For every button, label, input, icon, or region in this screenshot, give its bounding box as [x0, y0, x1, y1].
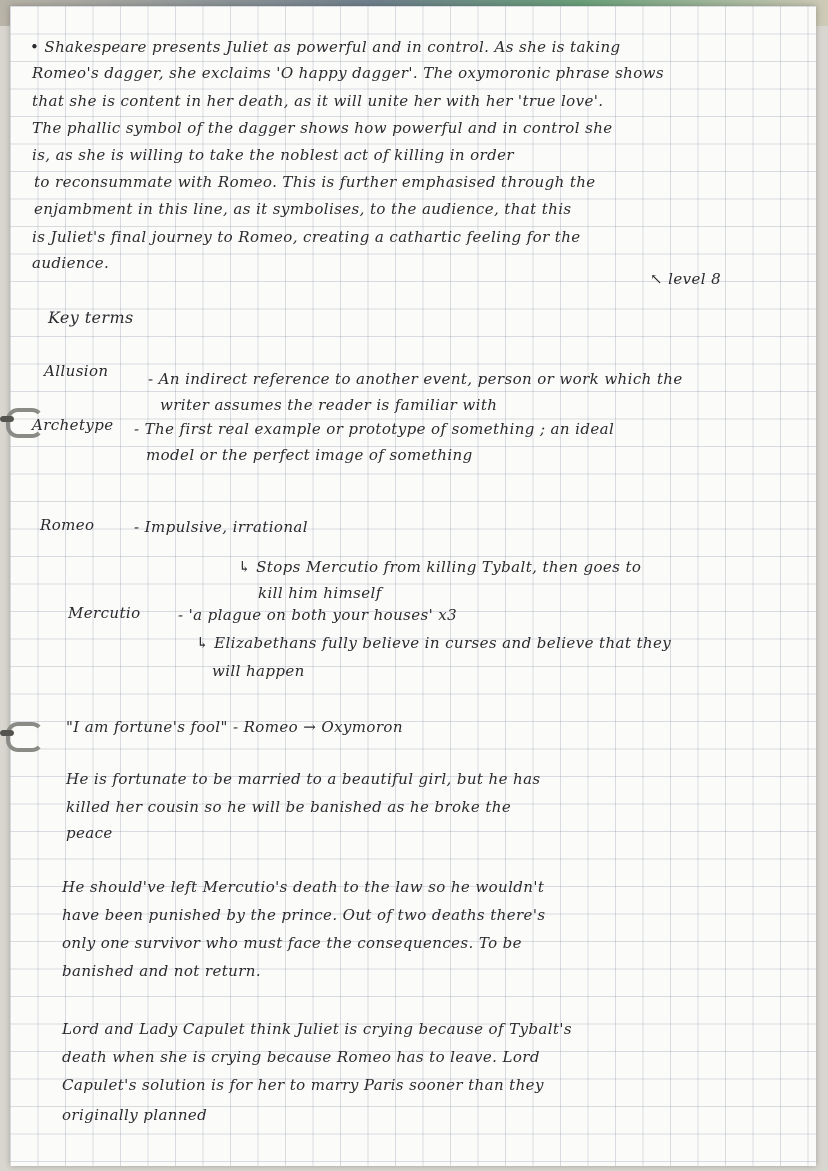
- definition-line: - The first real example or prototype of something ; an ideal: [134, 420, 615, 438]
- analysis-line: killed her cousin so he will be banished as he broke the: [66, 798, 512, 816]
- text-line: Capulet's solution is for her to marry Paris sooner than they: [62, 1076, 544, 1094]
- text-line: audience.: [32, 254, 110, 272]
- text-line: that she is content in her death, as it will unite her with her 'true love'.: [32, 92, 604, 110]
- text-line: only one survivor who must face the consequences. To be: [62, 934, 522, 952]
- text-line: He should've left Mercutio's death to the law so he wouldn't: [62, 878, 545, 896]
- text-line: death when she is crying because Romeo has to leave. Lord: [62, 1048, 540, 1066]
- term-archetype: Archetype: [32, 416, 114, 434]
- character-note: will happen: [212, 662, 305, 680]
- text-line: is, as she is willing to take the noblest act of killing in order: [32, 146, 514, 164]
- text-line: originally planned: [62, 1106, 208, 1124]
- text-line: Lord and Lady Capulet think Juliet is crying because of Tybalt's: [62, 1020, 572, 1038]
- binder-ring-icon: [0, 722, 40, 744]
- notebook-page: [10, 6, 816, 1166]
- character-name-mercutio: Mercutio: [68, 604, 141, 622]
- definition-line: writer assumes the reader is familiar with: [160, 396, 498, 414]
- quote-text: "I am fortune's fool" - Romeo → Oxymoron: [66, 718, 403, 736]
- text-line: banished and not return.: [62, 962, 262, 980]
- margin-note: ↖ level 8: [650, 270, 722, 288]
- text-line: Romeo's dagger, she exclaims 'O happy dagger'. The oxymoronic phrase shows: [32, 64, 664, 82]
- character-note: ↳ Elizabethans fully believe in curses and believe that they: [196, 634, 672, 652]
- character-name-romeo: Romeo: [40, 516, 95, 534]
- definition-line: - An indirect reference to another event, person or work which the: [148, 370, 683, 388]
- definition-line: model or the perfect image of something: [146, 446, 473, 464]
- text-line: is Juliet's final journey to Romeo, creating a cathartic feeling for the: [32, 228, 581, 246]
- character-note: ↳ Stops Mercutio from killing Tybalt, then goes to: [238, 558, 642, 576]
- text-line: have been punished by the prince. Out of two deaths there's: [62, 906, 546, 924]
- binder-ring-icon: [0, 408, 40, 430]
- analysis-line: He is fortunate to be married to a beautiful girl, but he has: [66, 770, 541, 788]
- text-line: • Shakespeare presents Juliet as powerful and in control. As she is taking: [30, 38, 621, 56]
- term-allusion: Allusion: [44, 362, 109, 380]
- text-line: to reconsummate with Romeo. This is further emphasised through the: [34, 173, 596, 191]
- section-heading: Key terms: [48, 308, 134, 327]
- text-line: enjambment in this line, as it symbolises, to the audience, that this: [34, 200, 572, 218]
- character-quote: - 'a plague on both your houses' x3: [178, 606, 458, 624]
- character-note: kill him himself: [258, 584, 382, 602]
- text-line: The phallic symbol of the dagger shows how powerful and in control she: [32, 119, 613, 137]
- character-trait: - Impulsive, irrational: [134, 518, 308, 536]
- analysis-line: peace: [66, 824, 113, 842]
